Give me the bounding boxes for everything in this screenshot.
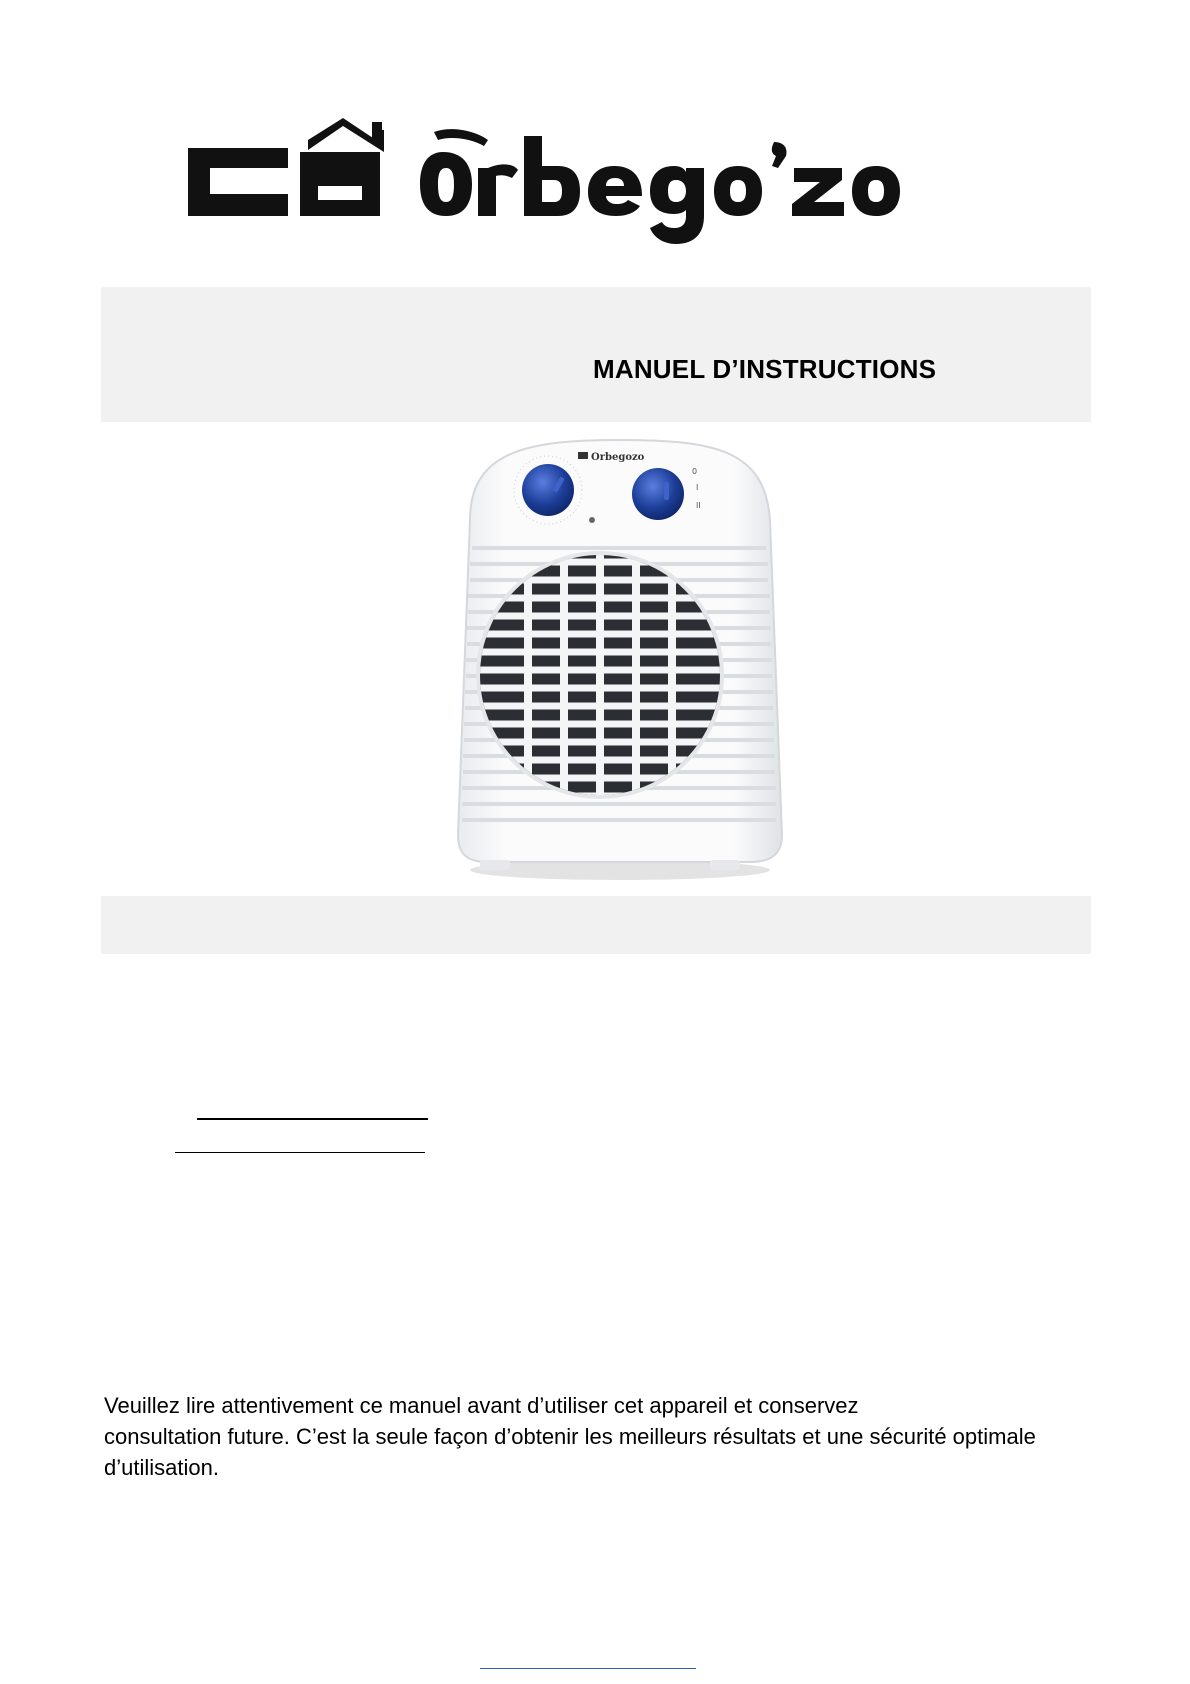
signature-line-1 bbox=[197, 1118, 428, 1120]
notice-line-2: consultation future. C’est la seule façon d’obtenir les meilleurs résultats et une sécurité optimale bbox=[104, 1424, 1036, 1449]
footer-band bbox=[101, 896, 1091, 954]
reading-notice bbox=[104, 1390, 1084, 1483]
orbegozo-logo bbox=[188, 112, 1008, 247]
fan-heater-product-image bbox=[440, 430, 810, 895]
svg-text:0: 0 bbox=[692, 467, 698, 476]
notice-line-3: d’utilisation. bbox=[104, 1455, 219, 1480]
signature-line-2 bbox=[175, 1152, 425, 1153]
svg-text:II: II bbox=[696, 501, 701, 510]
svg-text:I: I bbox=[696, 483, 699, 492]
svg-text:Orbegozo: Orbegozo bbox=[591, 452, 645, 463]
footer-link-underline[interactable] bbox=[480, 1668, 696, 1669]
notice-line-1: Veuillez lire attentivement ce manuel avant d’utiliser cet appareil et conservez bbox=[104, 1393, 859, 1418]
page-title: MANUEL D’INSTRUCTIONS bbox=[593, 354, 937, 384]
